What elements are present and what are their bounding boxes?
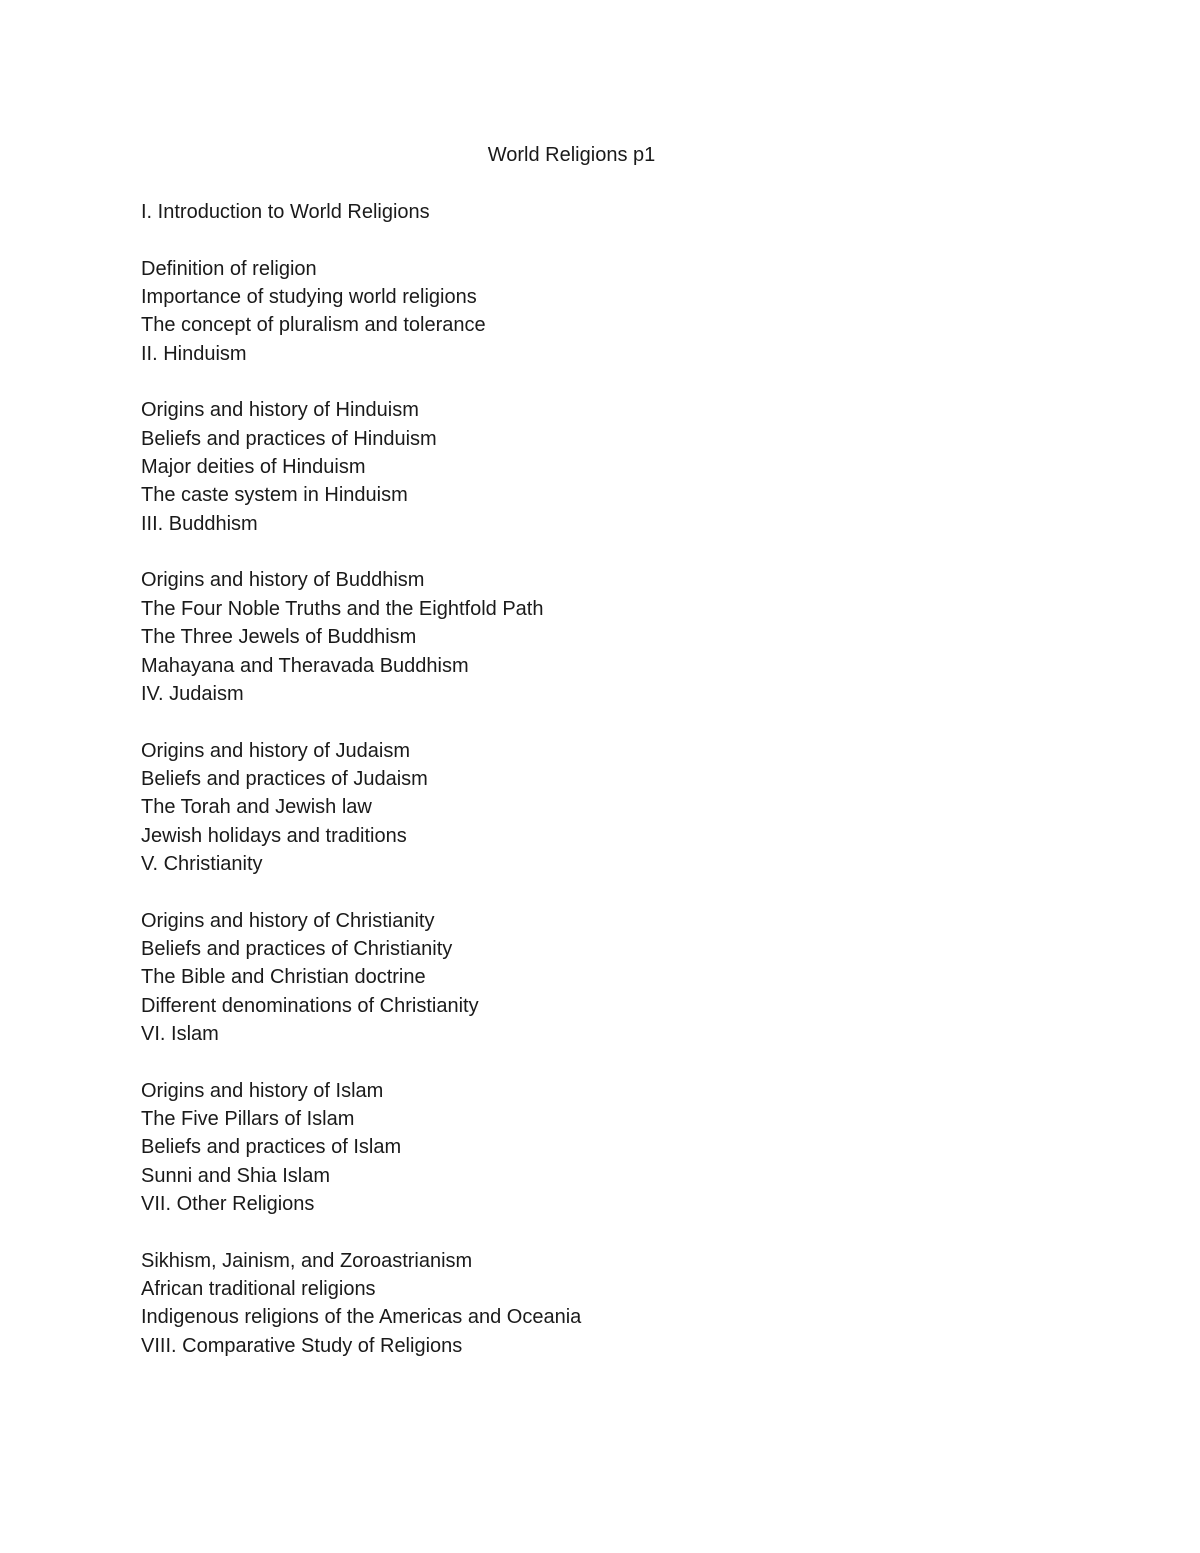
outline-item: Major deities of Hinduism xyxy=(141,456,366,479)
outline-item: The Torah and Jewish law xyxy=(141,796,372,819)
outline-item: The Five Pillars of Islam xyxy=(141,1108,355,1130)
outline-item: The Three Jewels of Buddhism xyxy=(141,626,417,649)
outline-item: The caste system in Hinduism xyxy=(141,484,408,507)
spacer xyxy=(141,878,1101,906)
spacer xyxy=(141,1218,1101,1246)
section-heading: V. Christianity xyxy=(141,852,263,875)
outline-item: Sunni and Shia Islam xyxy=(141,1164,331,1187)
outline-item: The Four Noble Truths and the Eightfold Path xyxy=(141,597,544,620)
spacer xyxy=(141,226,1101,254)
outline-item: Definition of religion xyxy=(141,257,317,280)
outline-item: Sikhism, Jainism, and Zoroastrianism xyxy=(141,1249,473,1272)
spacer xyxy=(141,1048,1101,1076)
section-heading: VIII. Comparative Study of Religions xyxy=(141,1334,463,1357)
outline-item: African traditional religions xyxy=(141,1278,376,1301)
outline-item: Mahayana and Theravada Buddhism xyxy=(141,654,469,677)
outline-item: Origins and history of Buddhism xyxy=(141,569,425,592)
outline-item: The concept of pluralism and tolerance xyxy=(141,314,486,337)
outline xyxy=(141,198,1101,1360)
outline-item: Beliefs and practices of Hinduism xyxy=(141,427,437,450)
outline-item: Different denominations of Christianity xyxy=(141,994,479,1017)
outline-item: Indigenous religions of the Americas and Oceania xyxy=(141,1306,582,1329)
outline-item: Importance of studying world religions xyxy=(141,286,477,309)
section-heading: I. Introduction to World Religions xyxy=(141,201,430,223)
outline-item: The Bible and Christian doctrine xyxy=(141,966,426,989)
section-heading: IV. Judaism xyxy=(141,682,244,705)
section-heading: III. Buddhism xyxy=(141,512,258,535)
outline-item: Jewish holidays and traditions xyxy=(141,824,407,847)
section-heading: II. Hinduism xyxy=(141,342,247,365)
outline-item: Origins and history of Christianity xyxy=(141,909,435,932)
document-title: World Religions p1 xyxy=(487,144,656,166)
section-heading: VII. Other Religions xyxy=(141,1193,315,1216)
outline-item: Beliefs and practices of Judaism xyxy=(141,767,428,790)
spacer xyxy=(141,368,1101,396)
outline-item: Origins and history of Judaism xyxy=(141,739,411,762)
spacer xyxy=(141,708,1101,736)
outline-item: Origins and history of Hinduism xyxy=(141,399,419,422)
outline-item: Origins and history of Islam xyxy=(141,1079,384,1102)
outline-item: Beliefs and practices of Christianity xyxy=(141,937,453,960)
spacer xyxy=(141,538,1101,566)
outline-item: Beliefs and practices of Islam xyxy=(141,1136,402,1159)
section-heading: VI. Islam xyxy=(141,1022,219,1045)
